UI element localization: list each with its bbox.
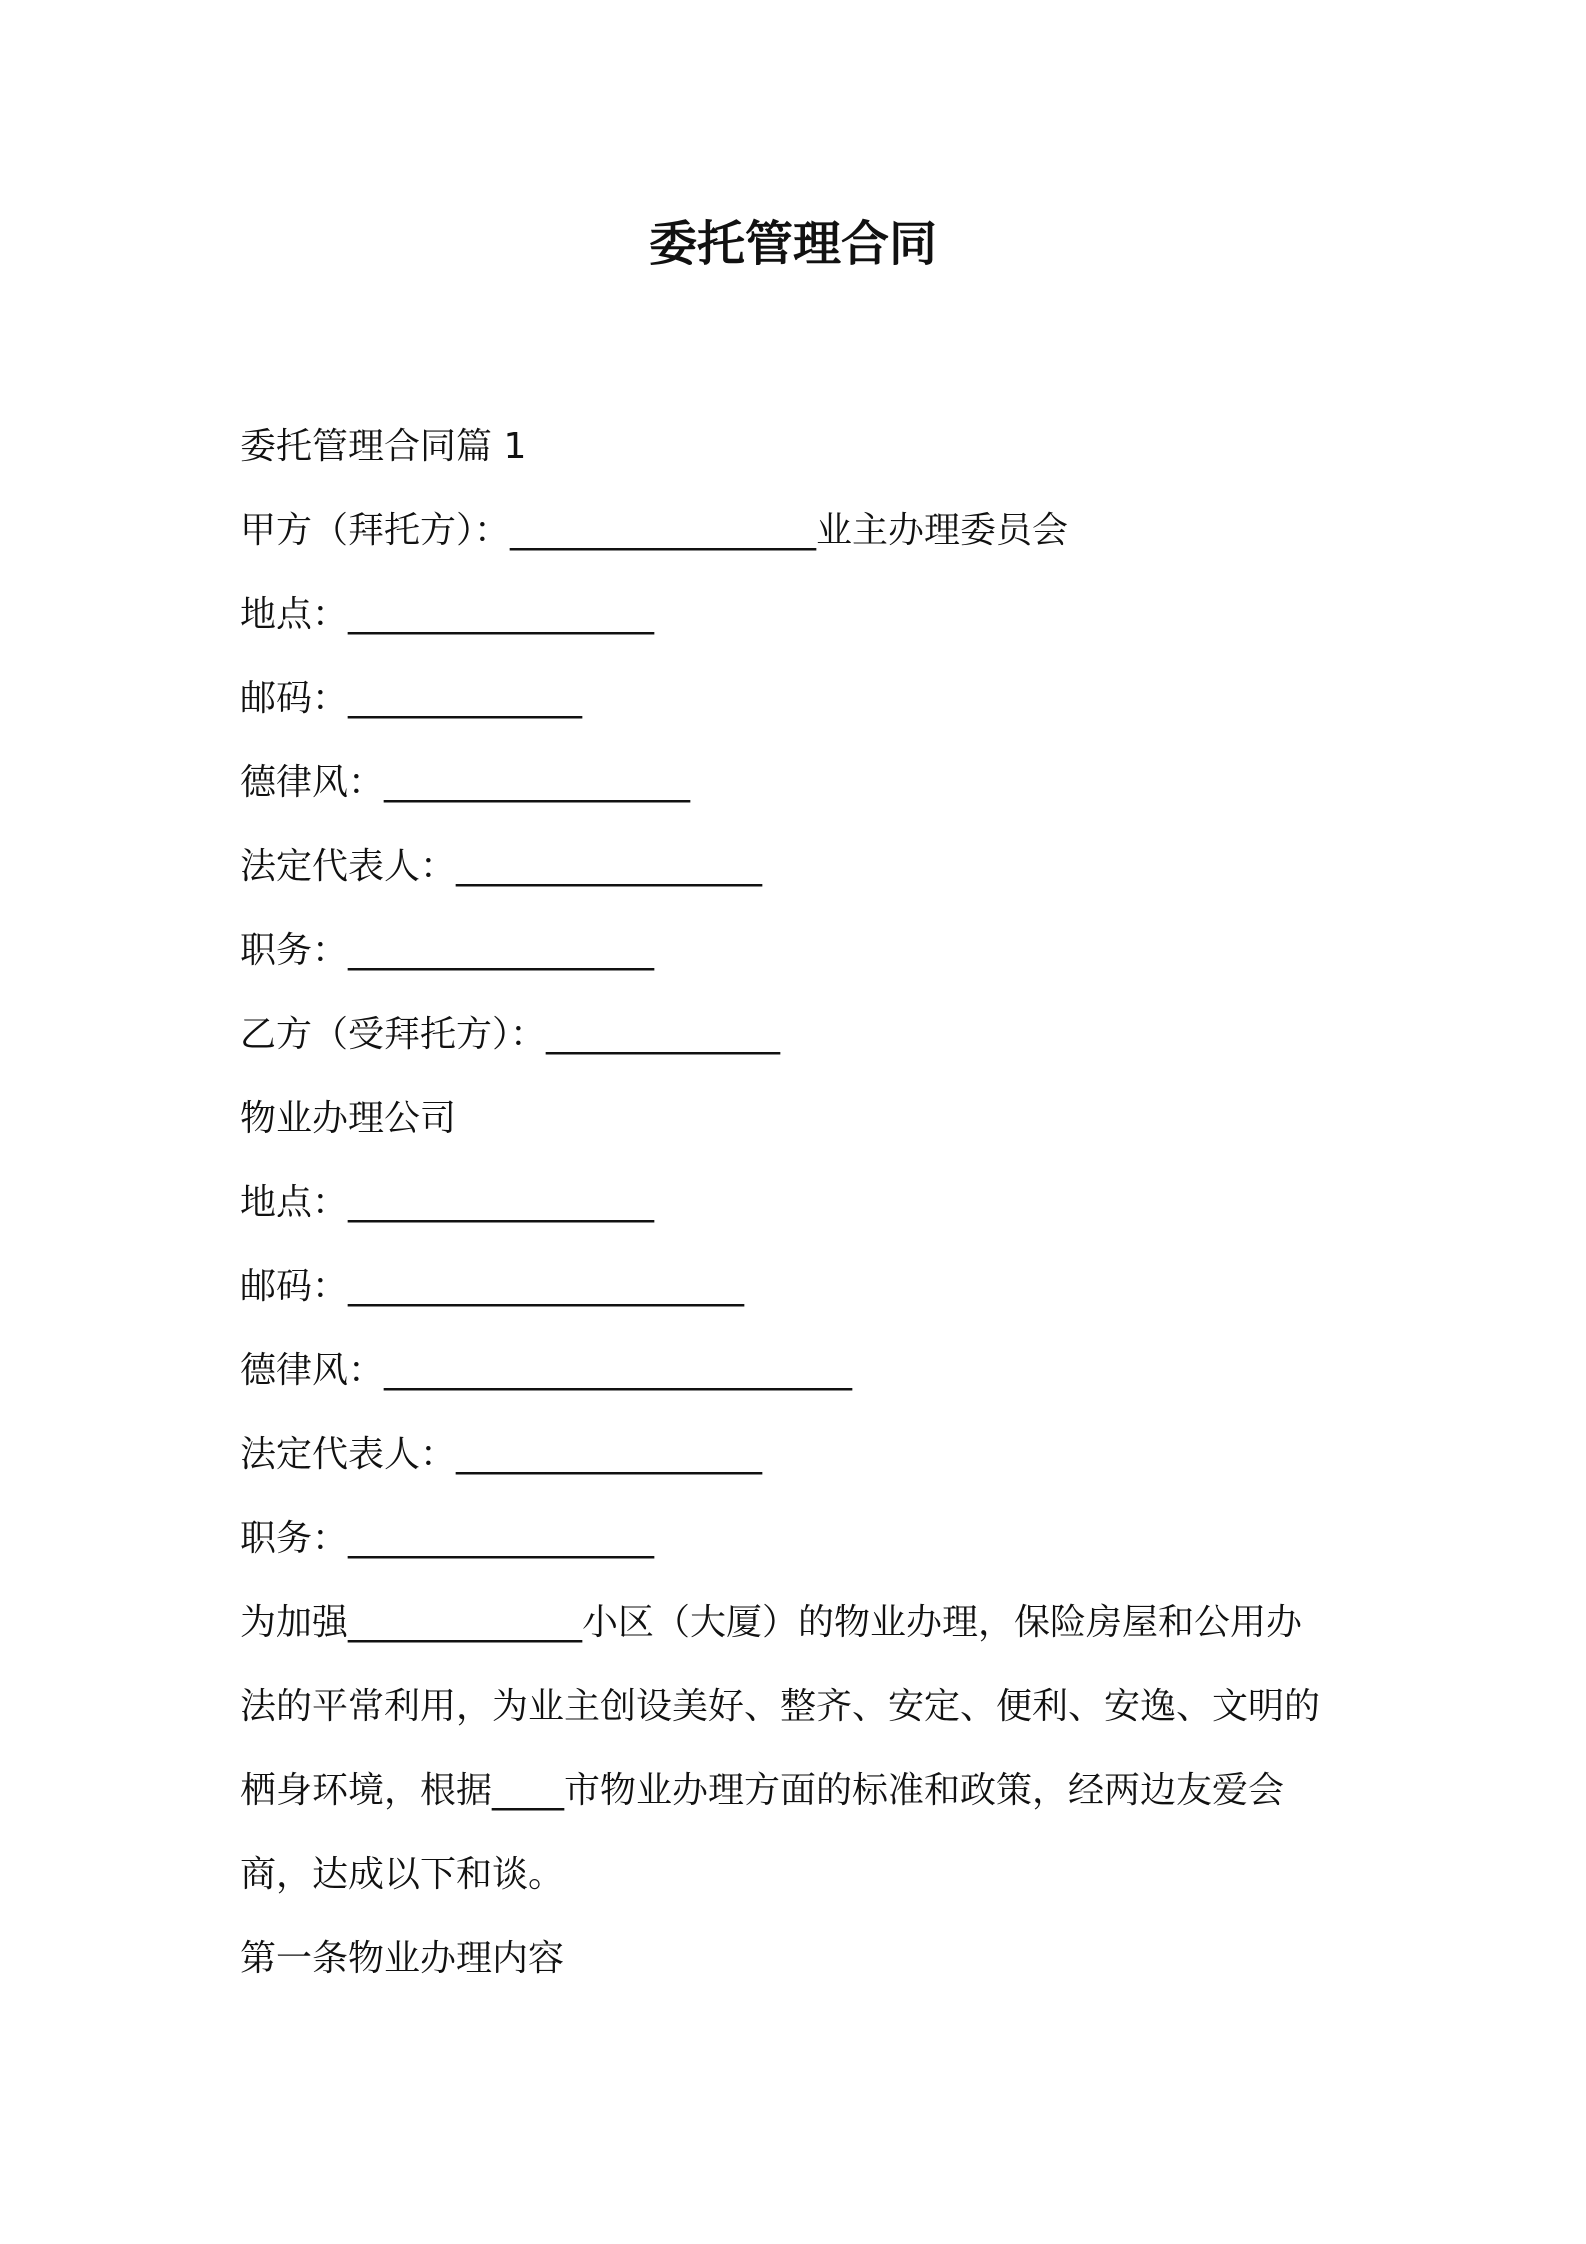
party-a-legal-rep-line: 法定代表人：_________________: [240, 846, 763, 887]
preamble-line-4: 商，达成以下和谈。: [240, 1854, 565, 1895]
party-b-address-line: 地点：_________________: [240, 1182, 655, 1223]
preamble-line-2: 法的平常利用，为业主创设美好、整齐、安定、便利、安逸、文明的: [240, 1686, 1321, 1727]
party-a-postcode-line: 邮码：_____________: [240, 678, 583, 719]
document-body: [240, 405, 1360, 2001]
article-one-heading: 第一条物业办理内容: [240, 1938, 565, 1979]
party-b-legal-rep-line: 法定代表人：_________________: [240, 1434, 763, 1475]
document-title: 委托管理合同: [648, 216, 937, 272]
party-a-position-line: 职务：_________________: [240, 930, 655, 971]
party-b-phone-line: 德律风：__________________________: [240, 1350, 853, 1391]
party-b-position-line: 职务：_________________: [240, 1518, 655, 1559]
party-a-address-line: 地点：_________________: [240, 594, 655, 635]
party-a-phone-line: 德律风：_________________: [240, 762, 691, 803]
preamble-line-3: 栖身环境，根据____市物业办理方面的标准和政策，经两边友爱会: [240, 1770, 1285, 1811]
party-a-line: 甲方（拜托方）：_________________业主办理委员会: [240, 510, 1069, 551]
section-heading: 委托管理合同篇 1: [240, 426, 527, 467]
preamble-line-1: 为加强_____________小区（大厦）的物业办理，保险房屋和公用办: [240, 1602, 1303, 1643]
party-b-line: 乙方（受拜托方）：_____________: [240, 1014, 781, 1055]
party-b-postcode-line: 邮码：______________________: [240, 1266, 745, 1307]
party-b-company-line: 物业办理公司: [240, 1098, 457, 1139]
